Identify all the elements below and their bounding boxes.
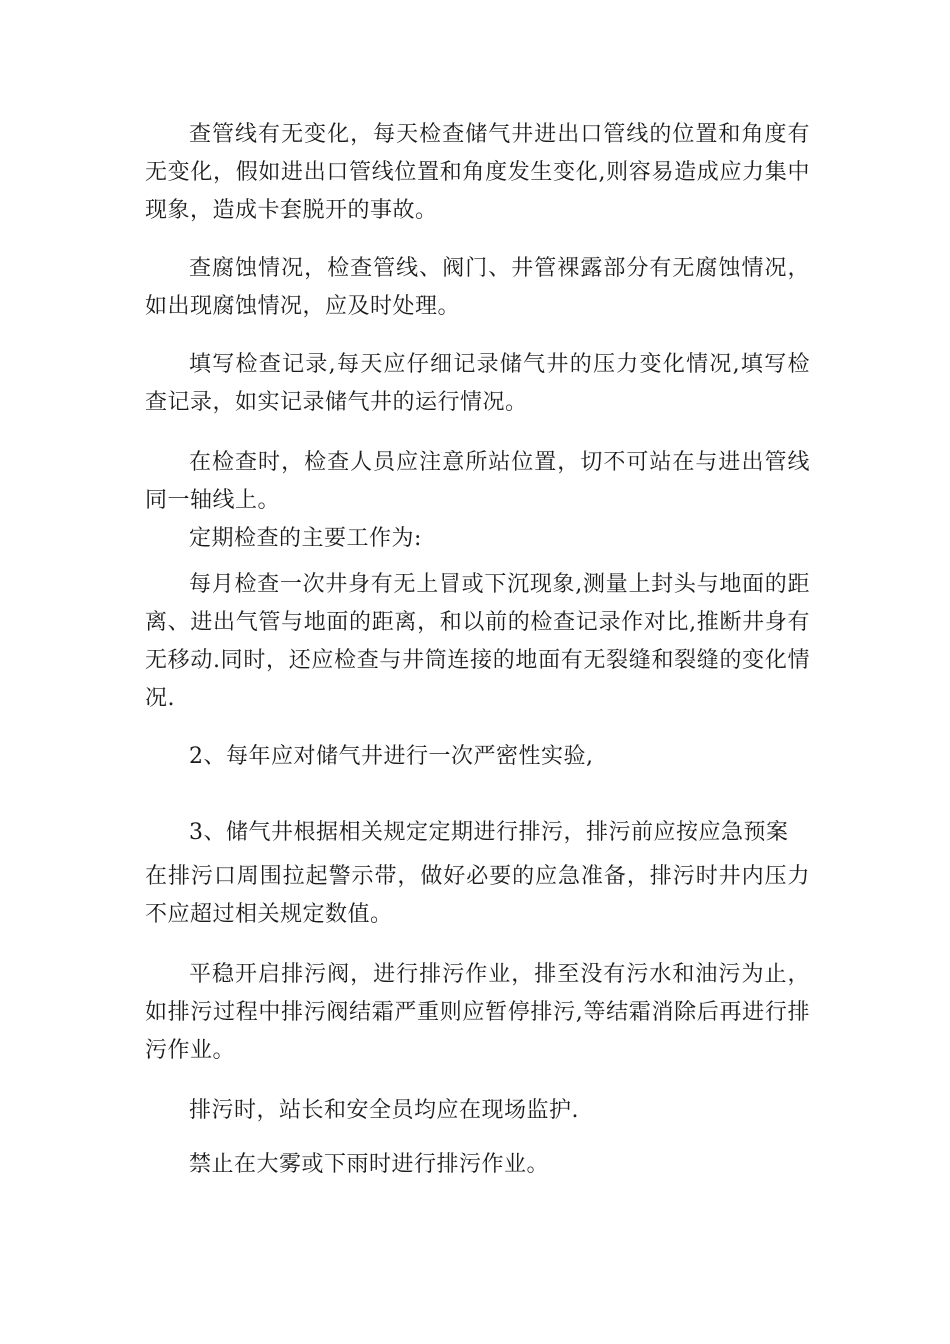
paragraph-monthly-check: 每月检查一次井身有无上冒或下沉现象,测量上封头与地面的距离、进出气管与地面的距离，和以前的检查记录作对比,推断井身有无移动.同时，还应检查与井筒连接的地面有无裂缝和裂缝的变化情况. [145,572,810,711]
paragraph-weather-restriction: 禁止在大雾或下雨时进行排污作业。 [189,1152,550,1177]
paragraph-drainage-operation: 平稳开启排污阀，进行排污作业，排至没有污水和油污为止，如排污过程中排污阀结霜严重则应暂停排污,等结霜消除后再进行排污作业。 [145,962,810,1063]
paragraph-inspection-record: 填写检查记录,每天应仔细记录储气井的压力变化情况,填写检查记录，如实记录储气井的运行情况。 [145,352,810,415]
paragraph-annual-test: 2、每年应对储气井进行一次严密性实验, [189,744,594,769]
paragraph-drainage-prep: 在排污口周围拉起警示带，做好必要的应急准备，排污时井内压力不应超过相关规定数值。 [145,864,810,927]
paragraph-inspector-position: 在检查时，检查人员应注意所站位置，切不可站在与进出管线同一轴线上。 [145,450,810,513]
paragraph-periodic-heading: 定期检查的主要工作为: [189,526,422,551]
paragraph-corrosion-check: 查腐蚀情况，检查管线、阀门、井管裸露部分有无腐蚀情况，如出现腐蚀情况，应及时处理。 [145,256,810,319]
paragraph-pipeline-check: 查管线有无变化，每天检查储气井进出口管线的位置和角度有无变化，假如进出口管线位置和角度发生变化,则容易造成应力集中现象，造成卡套脱开的事故。 [145,122,810,223]
paragraph-drainage-rule: 3、储气井根据相关规定定期进行排污，排污前应按应急预案 [189,820,789,845]
paragraph-supervision: 排污时，站长和安全员均应在现场监护. [189,1098,579,1123]
